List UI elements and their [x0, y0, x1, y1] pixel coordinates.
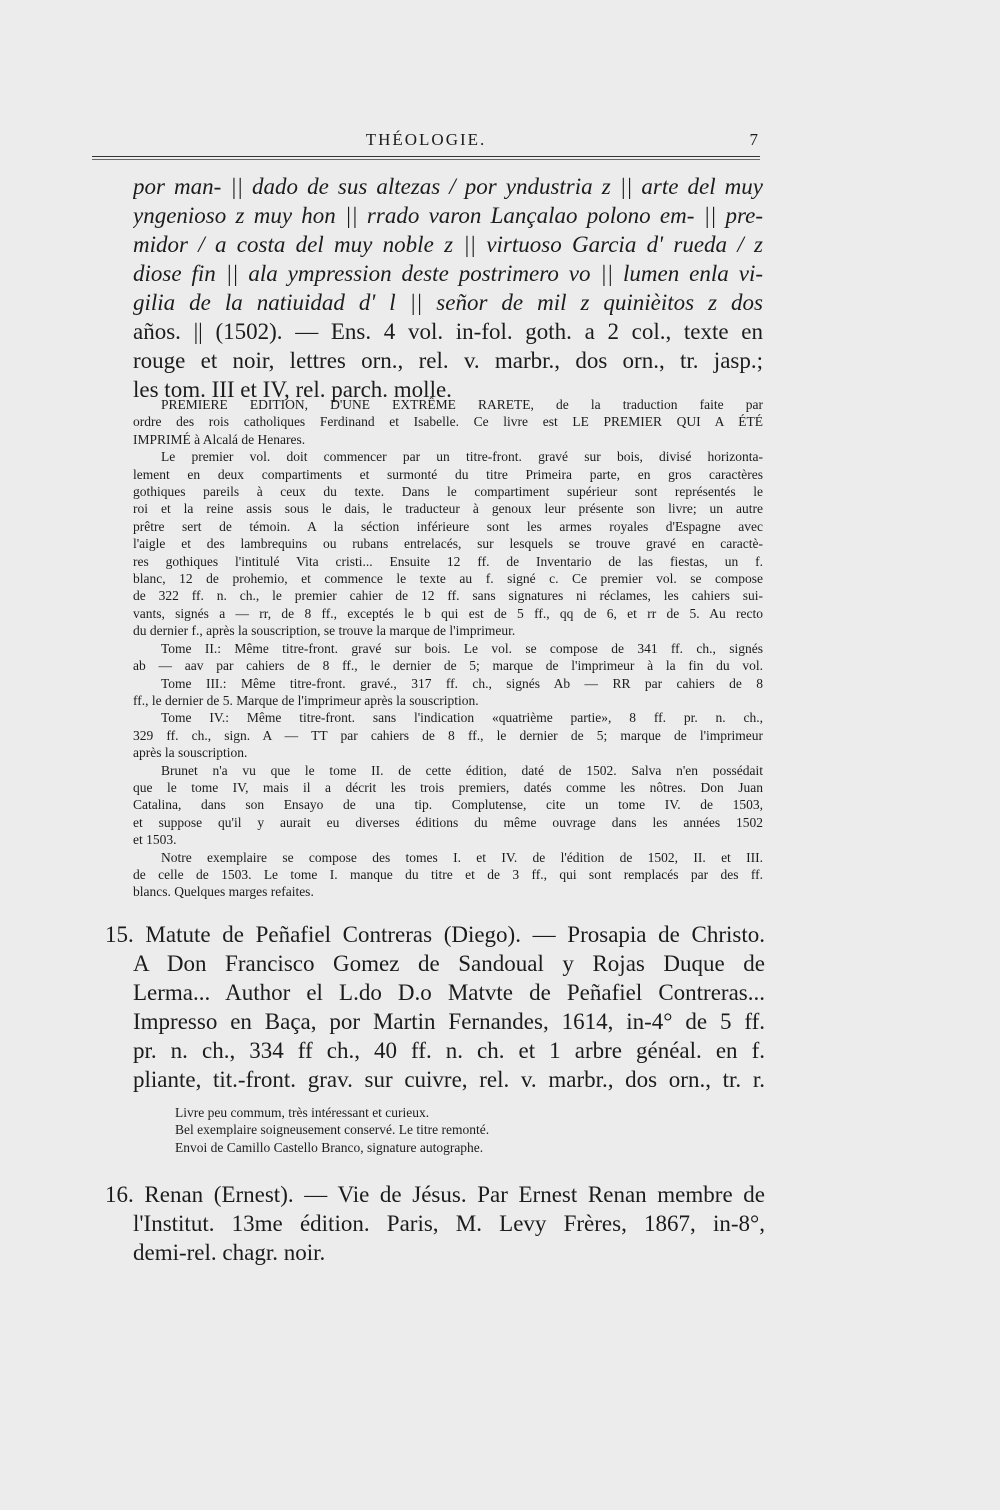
- note-line: ab — aav par cahiers de 8 ff., le dernier de 5; marque de l'imprimeur à la fin du vol.: [133, 658, 763, 674]
- entry-15-line: pr. n. ch., 334 ff ch., 40 ff. n. ch. et 1 arbre généal. en f.: [133, 1038, 765, 1063]
- note-line: après la souscription.: [133, 745, 248, 761]
- note-line: Catalina, dans son Ensayo de una tip. Complutense, cite un tome IV. de 1503,: [133, 797, 763, 813]
- entry-14-title-continuation: [133, 172, 763, 404]
- note-line: que le tome IV, mais il a décrit les trois premiers, datés comme les nôtres. Don Juan: [133, 779, 763, 795]
- text-line: diose fin || ala ympression deste postrimero vo || lumen enla vi-: [133, 261, 763, 286]
- entry-15: [105, 920, 765, 1094]
- note-line: de 322 ff. n. ch., le premier cahier de 12 ff. sans signatures ni réclames, les cahiers sui-: [133, 588, 763, 604]
- entry-15-line: Impresso en Baça, por Martin Fernandes, 1614, in-4° de 5 ff.: [133, 1009, 765, 1034]
- entry-16: [105, 1180, 765, 1267]
- note-line: Bel exemplaire soigneusement conservé. Le titre remonté.: [175, 1122, 490, 1138]
- note-line: PREMIERE EDITION, D'UNE EXTRÊME RARETE, de la traduction faite par: [161, 397, 763, 412]
- running-title: THÉOLOGIE.: [365, 130, 487, 149]
- note-line: prêtre sert de témoin. A la séction inférieure sont les armes royales d'Espagne avec: [133, 518, 763, 534]
- note-line: gothiques pareils à ceux du texte. Dans le compartiment supérieur sont représentés le: [133, 484, 763, 500]
- note-line: Tome II.: Même titre-front. gravé sur bois. Le vol. se compose de 341 ff. ch., signés: [161, 640, 763, 656]
- text-line: años. || (1502). — Ens. 4 vol. in-fol. goth. a 2 col., texte en: [133, 319, 763, 344]
- note-line: blanc, 12 de prohemio, et commence le texte au f. signé c. Ce premier vol. se compose: [133, 571, 763, 587]
- page-number: 7: [749, 130, 758, 149]
- entry-16-line: 16. Renan (Ernest). — Vie de Jésus. Par Ernest Renan membre de: [105, 1182, 765, 1207]
- note-line: res gothiques l'intitulé Vita cristi... Ensuite 12 ff. de Inventario de las fiestas, un f.: [133, 553, 763, 569]
- note-line: blancs. Quelques marges refaites.: [133, 884, 314, 900]
- note-line: de celle de 1503. Le tome I. manque du titre et de 3 ff., qui sont remplacés par des ff.: [133, 866, 763, 882]
- note-line: lement en deux compartiments et surmonté du titre Primeira parte, en gros caractères: [133, 466, 763, 482]
- entry-15-line: pliante, tit.-front. grav. sur cuivre, rel. v. marbr., dos orn., tr. r.: [133, 1067, 765, 1092]
- entry-14-notes: [133, 396, 763, 901]
- text-line: midor / a costa del muy noble z || virtuoso Garcia d' rueda / z: [133, 232, 763, 257]
- text-line: rouge et noir, lettres orn., rel. v. marbr., dos orn., tr. jasp.;: [133, 348, 763, 373]
- entry-16-line: l'Institut. 13me édition. Paris, M. Levy Frères, 1867, in-8°,: [133, 1211, 765, 1236]
- note-line: Tome IV.: Même titre-front. sans l'indication «quatrième partie», 8 ff. pr. n. ch.,: [161, 710, 763, 726]
- entry-15-notes: [175, 1104, 735, 1156]
- header-rule: [92, 156, 760, 157]
- text-line: gilia de la natiuidad d' l || señor de mil z quinièitos z dos: [133, 290, 763, 315]
- note-line: Notre exemplaire se compose des tomes I. et IV. de l'édition de 1502, II. et III.: [161, 849, 763, 865]
- note-line: et 1503.: [133, 832, 177, 848]
- text-line: por man- || dado de sus altezas / por yndustria z || arte del muy: [133, 174, 763, 199]
- note-line: vants, signés a — rr, de 8 ff., exceptés le b qui est de 5 ff., qq de 6, et rr de 5. Au recto: [133, 605, 763, 621]
- entry-15-line: Lerma... Author el L.do D.o Matvte de Peñafiel Contreras...: [133, 980, 765, 1005]
- header-rule-thin: [92, 159, 760, 160]
- page-header: [92, 130, 760, 162]
- note-line: ff., le dernier de 5. Marque de l'imprimeur après la souscription.: [133, 692, 479, 708]
- entry-number: 16.: [105, 1182, 134, 1207]
- note-line: et suppose qu'il y aurait eu diverses éditions du même ouvrage dans les années 1502: [133, 814, 763, 830]
- note-line: Livre peu commum, très intéressant et curieux.: [175, 1105, 430, 1120]
- entry-15-line: 15. Matute de Peñafiel Contreras (Diego). — Prosapia de Christo.: [105, 922, 765, 947]
- note-line: 329 ff. ch., sign. A — TT par cahiers de 8 ff., le dernier de 5; marque de l'imprimeur: [133, 727, 763, 743]
- note-line: roi et la reine assis sous le dais, le traducteur à genoux leur présente son livre; un autre: [133, 501, 763, 517]
- entry-16-line: demi-rel. chagr. noir.: [133, 1240, 326, 1265]
- text-line: yngenioso z muy hon || rrado varon Lançalao polono em- || pre-: [133, 203, 763, 228]
- note-line: l'aigle et des lambrequins ou rubans entrelacés, sur lesquels se trouve gravé en caractè-: [133, 536, 763, 552]
- entry-15-line: A Don Francisco Gomez de Sandoual y Rojas Duque de: [133, 951, 765, 976]
- note-line: ordre des rois catholiques Ferdinand et Isabelle. Ce livre est LE PREMIER QUI A ÉTÉ: [133, 414, 763, 430]
- note-line: IMPRIMÉ à Alcalá de Henares.: [133, 431, 306, 447]
- note-line: du dernier f., après la souscription, se trouve la marque de l'imprimeur.: [133, 623, 516, 639]
- note-line: Le premier vol. doit commencer par un titre-front. gravé sur bois, divisé horizonta-: [161, 449, 763, 465]
- note-line: Tome III.: Même titre-front. gravé., 317 ff. ch., signés Ab — RR par cahiers de 8: [161, 675, 763, 691]
- note-line: Brunet n'a vu que le tome II. de cette édition, daté de 1502. Salva n'en possédait: [161, 762, 763, 778]
- text-line: les tom. III et IV, rel. parch. molle.: [133, 377, 452, 402]
- entry-number: 15.: [105, 922, 134, 947]
- note-line: Envoi de Camillo Castello Branco, signature autographe.: [175, 1139, 484, 1155]
